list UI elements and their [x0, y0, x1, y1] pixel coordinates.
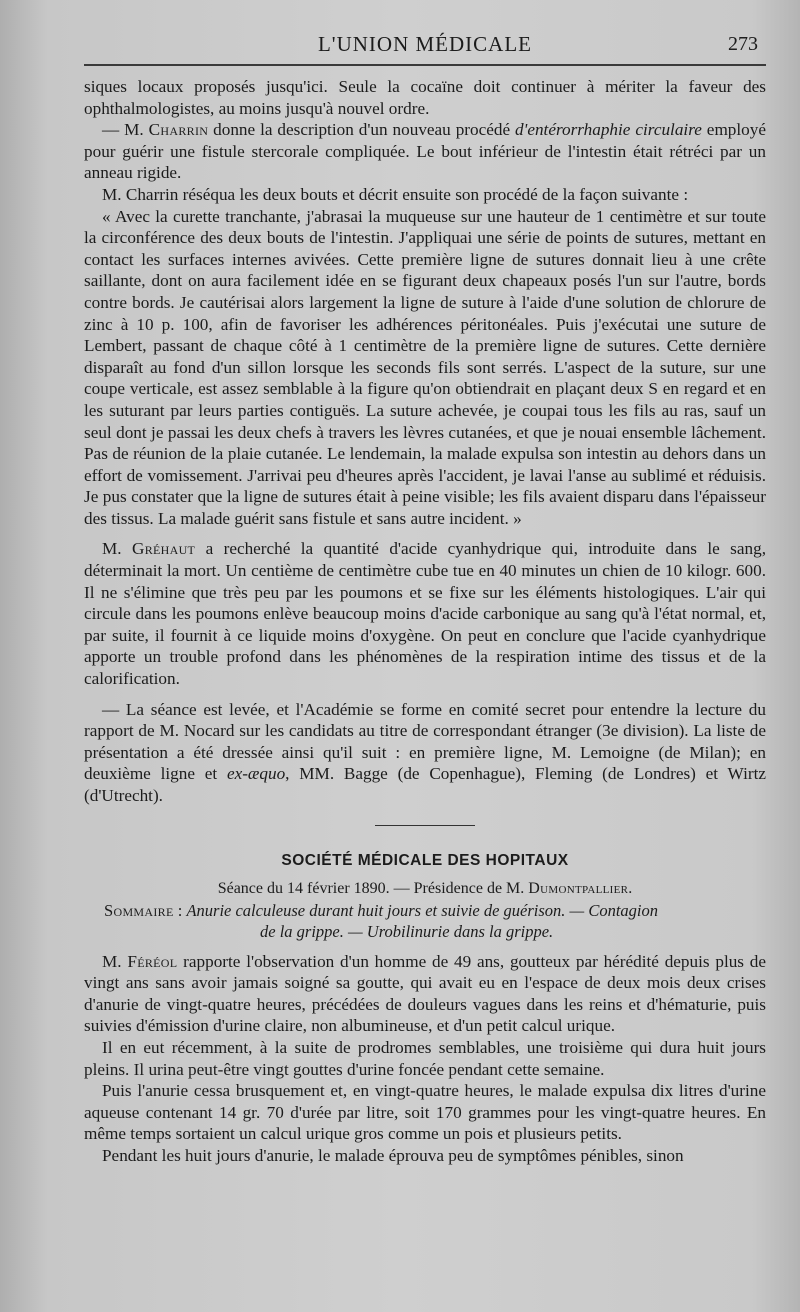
summary-separator: : [173, 900, 187, 920]
running-header [84, 30, 766, 62]
paragraph-seance-levee [84, 699, 766, 807]
paragraph-cocaine: siques locaux proposés jusqu'ici. Seule la cocaïne doit continuer à mériter la faveur des ophthalmologistes, au moins jusqu'à nouvel ordre. [84, 77, 766, 118]
section-divider [375, 825, 475, 826]
president-name: Dumontpallier [528, 879, 629, 897]
paragraph-text: rapporte l'observation d'un homme de 49 ans, goutteux par hérédité depuis plus de vingt ans sans avoir jamais soigné sa goutte, qui avait eu en l'espace de deux mois deux crises d'anurie de vingt-quatre heures, précédées de douleurs vagues dans les reins et d'hématurie, puis suivies d'émission d'urine claire, non albumineuse, et d'un petit calcul urique. [84, 951, 766, 1036]
paragraph-quotation: « Avec la curette tranchante, j'abrasai la muqueuse sur une hauteur de 1 centimètre et sur toute la circonférence des deux bouts de l'intestin. J'appliquai une série de points de sutures, mettant en contact les surfaces internes avivées. Cette première ligne de sutures donnait lieu à une crête saillante, dont on aura facilement idée en se figurant deux chapeaux posés l'un sur l'autre, bords contre bords. Je cautérisai alors largement la ligne de suture à l'aide d'une solution de chlorure de zinc à 10 p. 100, afin de favoriser les adhérences péritonéales. Puis j'exécutai une suture de Lembert, passant de chaque côté à 1 centimètre de la première ligne de sutures. Cette dernière disparaît au fond d'un sillon lorsque les seconds fils sont serrés. L'aspect de la suture, sur une coupe verticale, est assez semblable à la figure qu'on obtiendrait en plaçant deux S en regard et en les suturant par leurs parties contiguës. La suture achevée, je coupai tous les fils au ras, sauf un seul dont je passai les deux chefs à travers les lèvres cutanées, et que je nouai ensemble lâchement. Pas de réunion de la plaie cutanée. Le lendemain, la malade expulsa son intestin au dehors dans un effort de vomissement. J'arrivai peu d'heures après l'accident, je lavai l'anse au sublimé et réduisis. Je pus constater que la ligne de sutures était à peine visible; les fils avaient disparu dans l'épaisseur des tissus. La malade guérit sans fistule et sans autre incident. » [84, 206, 766, 528]
author-name: Gréhaut [131, 539, 196, 559]
summary-line: Anurie calculeuse durant huit jours et suivie de guérison. — Contagion [186, 900, 659, 920]
spacer [84, 942, 766, 951]
paragraph-charrin [84, 119, 766, 184]
summary-label: Sommaire [104, 900, 174, 920]
paragraph-anuria-end: Puis l'anurie cessa brusquement et, en vingt-quatre heures, le malade expulsa dix litres d'urine aqueuse contenant 14 gr. 70 d'urée par litre, soit 170 grammes pour les vingt-quatre heures. En même temps sortaient un calcul urique gros comme un pois et plusieurs petits. [84, 1081, 766, 1144]
article-body [84, 76, 766, 1167]
italic-term: d'entérorrhaphie circulaire [515, 120, 702, 140]
paragraph-text: donne la description d'un nouveau procédé [208, 120, 516, 140]
paragraph-text: employé pour guérir une fistule stercorale compliquée. Le bout inférieur de l'intestin était rétréci par un anneau rigide. [84, 120, 766, 183]
summary [84, 900, 766, 921]
session-end: . [628, 879, 633, 897]
paragraph-charrin-procedure: M. Charrin réséqua les deux bouts et décrit ensuite son procédé de la façon suivante : [102, 184, 689, 204]
paragraph-grehaut [84, 538, 766, 689]
section-title: SOCIÉTÉ MÉDICALE DES HOPITAUX [281, 851, 569, 869]
spacer [84, 807, 766, 825]
italic-term: ex-æquo [226, 764, 286, 784]
paragraph-text: — La séance est levée, et l'Académie se forme en comité secret pour entendre la lecture du rapport de M. Nocard sur les candidats au titre de correspondant étranger (3e division). La liste de présentation a été dressée ainsi qu'il suit : en première ligne, M. Lemoigne (de Milan); en deuxième ligne et [84, 699, 766, 784]
author-name: Féréol [127, 951, 178, 971]
paragraph-text: a recherché la quantité d'acide cyanhydrique qui, introduite dans le sang, déterminait la mort. Un centième de centimètre cube tue en 40 minutes un chien de 10 kilogr. 600. Il ne s'élimine que très peu par les poumons et se fixe sur les éléments histologiques. L'air qui circule dans les poumons enlève beaucoup moins d'acide carbonique au sang qu'à l'état normal, et, par suite, il fournit à ce liquide moins d'oxygène. On peut en conclure que l'acide cyanhydrique apporte un trouble profond dans les phénomènes de la respiration intime des tissus et de la calorification. [84, 539, 766, 689]
paragraph-lead: M. [102, 539, 132, 559]
paragraph-third-crisis: Il en eut récemment, à la suite de prodromes semblables, une troisième qui dura huit jours pleins. Il urina peut-être vingt gouttes d'urine foncée pendant cette semaine. [84, 1037, 766, 1079]
session-line [84, 878, 766, 900]
author-name: Charrin [148, 120, 209, 140]
spacer [84, 690, 766, 699]
paragraph-fereol [84, 951, 766, 1037]
session-text: Séance du 14 février 1890. — Présidence de M. [217, 879, 529, 897]
paragraph-text: , MM. Bagge (de Copenhague), Fleming (de Londres) et Wirtz (d'Utrecht). [84, 764, 766, 805]
paragraph-symptoms: Pendant les huit jours d'anurie, le malade éprouva peu de symptômes pénibles, sinon [102, 1145, 684, 1165]
summary-continuation: de la grippe. — Urobilinurie dans la grippe. [260, 921, 554, 941]
paragraph-lead: M. [102, 951, 128, 971]
journal-title: L'UNION MÉDICALE [317, 32, 532, 56]
paragraph-lead: — M. [102, 120, 149, 140]
header-rule [84, 64, 766, 66]
page-number: 273 [728, 33, 758, 55]
spacer [84, 529, 766, 538]
